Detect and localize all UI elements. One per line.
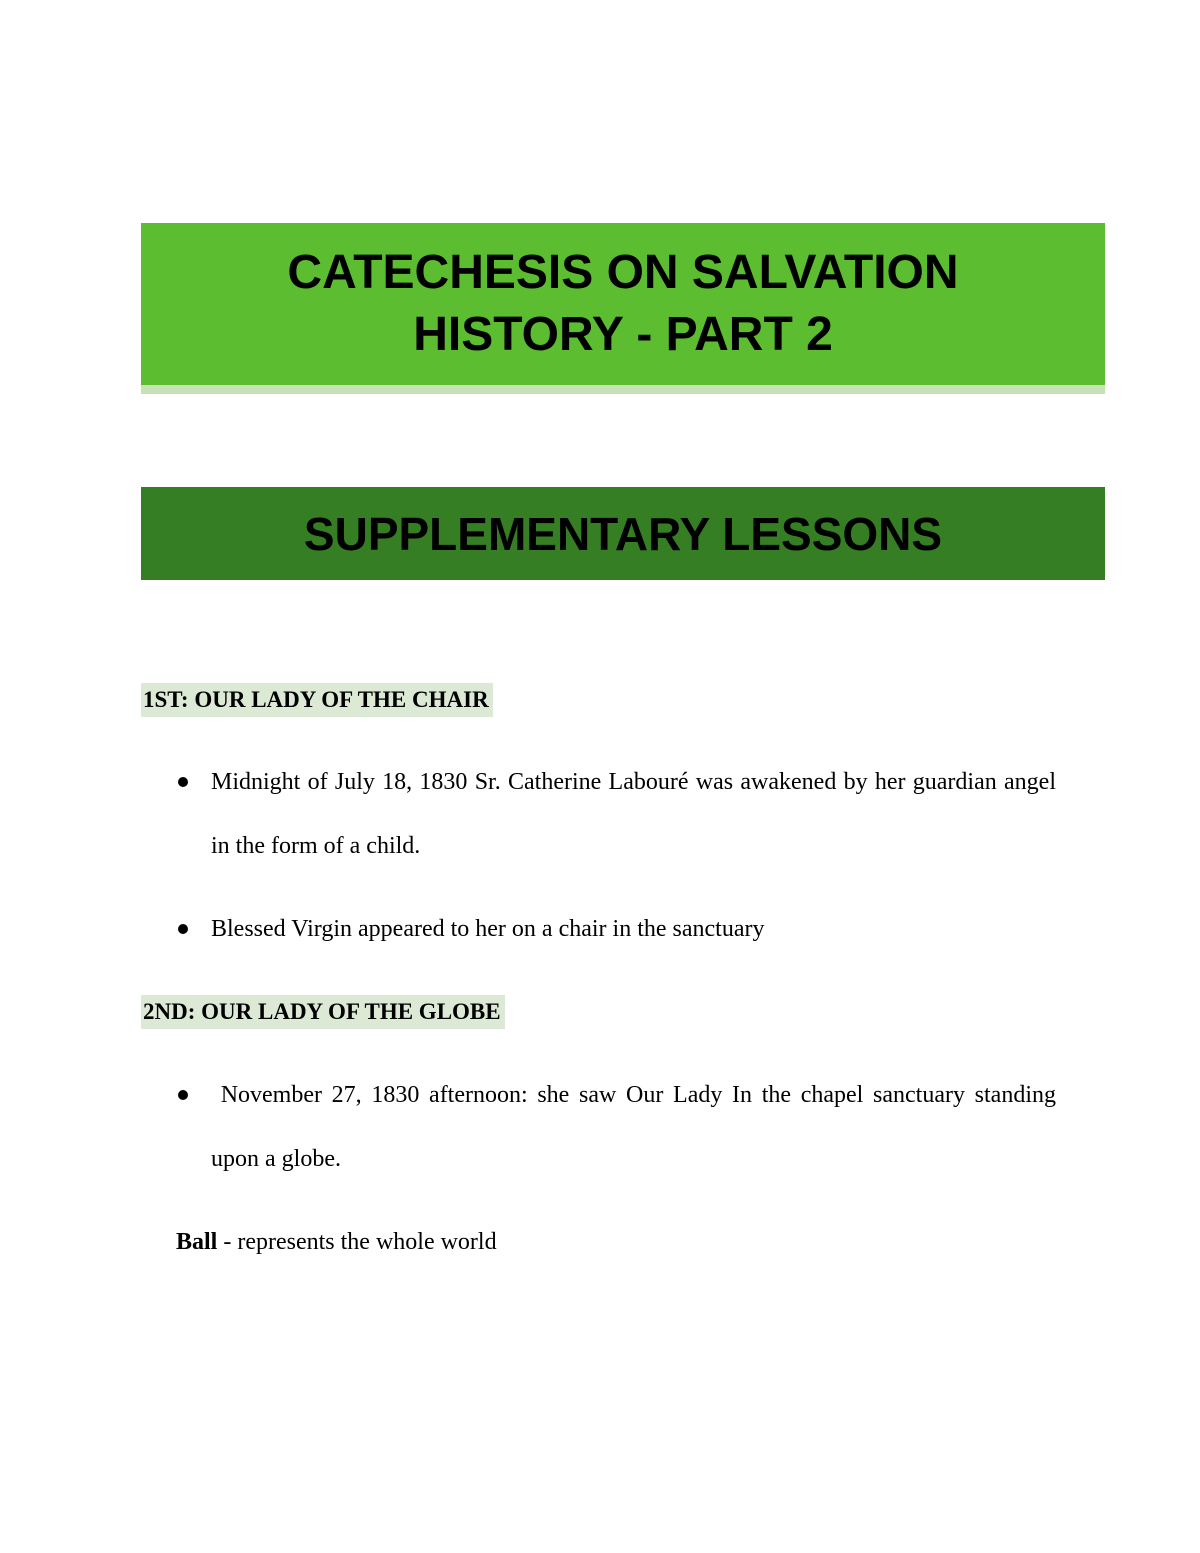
- list-item-text: Blessed Virgin appeared to her on a chair in the sanctuary: [211, 916, 765, 942]
- list-item-text: Midnight of July 18, 1830 Sr. Catherine Labouré was awakened by her guardian angel in the form of a child.: [211, 769, 1056, 859]
- list-item: [211, 1063, 1062, 1191]
- list-item: [211, 750, 1056, 878]
- bullet-icon: [178, 924, 188, 934]
- bullet-icon: [178, 777, 188, 787]
- document-subtitle: SUPPLEMENTARY LESSONS: [303, 507, 943, 560]
- section-heading-chair: 1ST: OUR LADY OF THE CHAIR: [141, 683, 493, 717]
- list-item-text: November 27, 1830 afternoon: she saw Our Lady In the chapel sanctuary standing upon a globe.: [211, 1082, 1062, 1172]
- subtitle-banner: [141, 487, 1105, 580]
- definition-note: [176, 1222, 497, 1262]
- definition-term: Ball: [176, 1229, 218, 1255]
- document-title-line-2: HISTORY - PART 2: [413, 308, 833, 361]
- definition-text: - represents the whole world: [217, 1229, 497, 1255]
- section-heading-globe: 2ND: OUR LADY OF THE GLOBE: [141, 995, 505, 1029]
- document-title-line-1: CATECHESIS ON SALVATION: [287, 246, 959, 299]
- list-item: [211, 897, 1056, 961]
- bullet-icon: [178, 1090, 188, 1100]
- title-banner: [141, 223, 1105, 394]
